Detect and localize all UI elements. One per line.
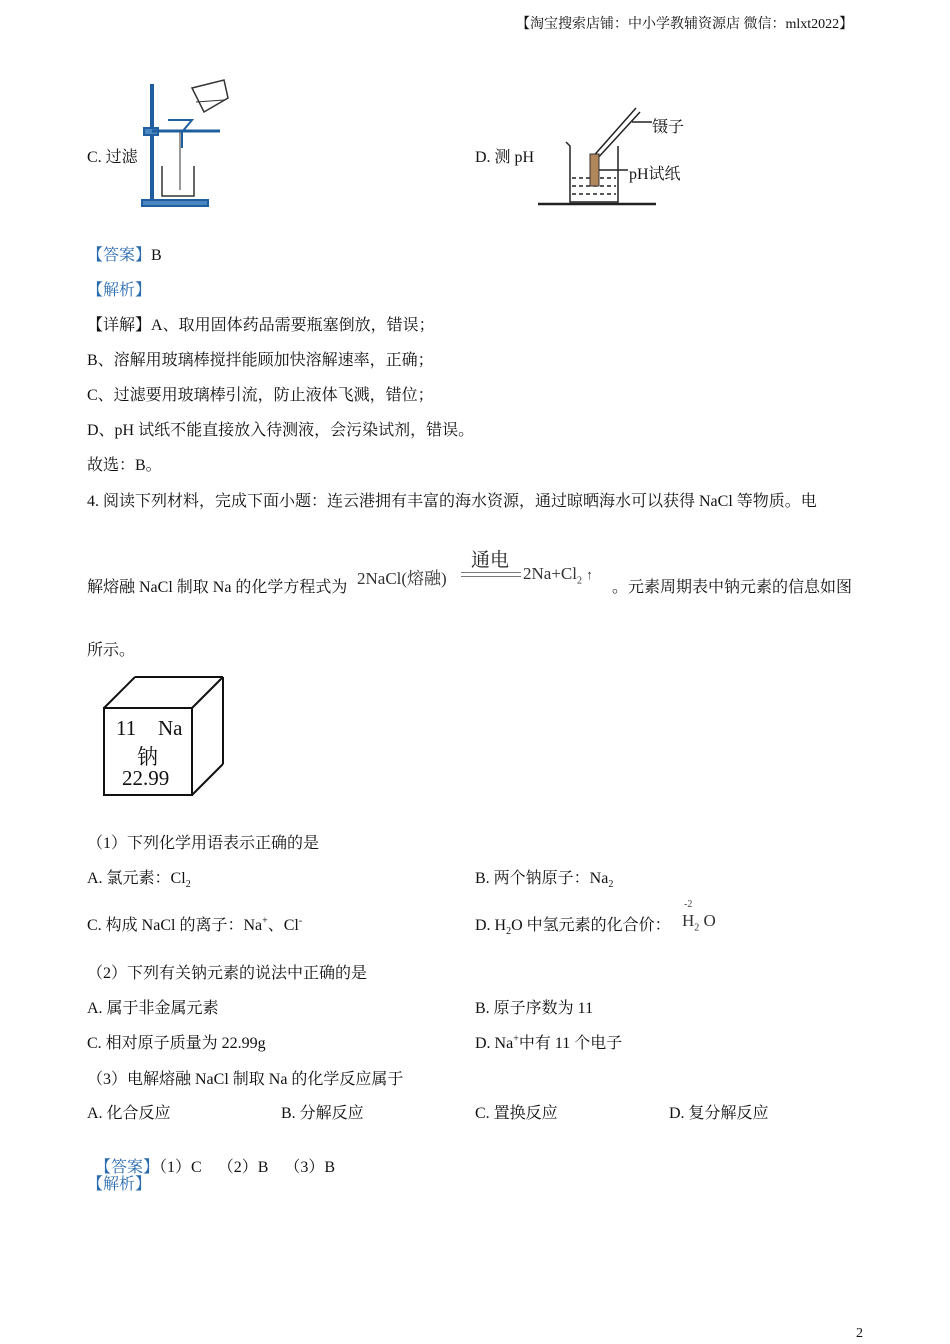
q4-sub1-question: （1）下列化学用语表示正确的是 bbox=[87, 835, 320, 852]
q4-analysis-tag: 【解析】 bbox=[87, 1176, 152, 1193]
q4-sub3-option-b: B. 分解反应 bbox=[281, 1105, 364, 1122]
q3-detail-b: B、溶解用玻璃棒搅拌能顾加快溶解速率，正确； bbox=[87, 352, 434, 369]
q3-answer: 【答案】B bbox=[87, 247, 162, 264]
equation-condition: 通电 bbox=[471, 549, 510, 571]
tweezers-label: 镊子 bbox=[652, 119, 685, 136]
q4-intro-line2-after: 。元素周期表中钠元素的信息如图 bbox=[612, 579, 853, 596]
q4-sub3-option-d: D. 复分解反应 bbox=[669, 1105, 769, 1122]
option-d-label: D. 测 pH bbox=[475, 149, 535, 166]
option-c-label: C. 过滤 bbox=[87, 149, 138, 166]
ph-test-apparatus-image bbox=[536, 102, 662, 208]
q4-sub2-option-a: A. 属于非金属元素 bbox=[87, 1000, 219, 1017]
valence-mark: -2 bbox=[684, 899, 693, 910]
q4-answer: 【答案】（1）C （2）B （3）B bbox=[95, 1159, 336, 1176]
filtration-apparatus-image bbox=[138, 78, 238, 210]
q4-sub1-option-c: C. 构成 NaCl 的离子：Na+、Cl- bbox=[87, 915, 303, 934]
ph-paper-label: pH试纸 bbox=[629, 166, 681, 183]
page-number: 2 bbox=[856, 1326, 863, 1341]
q4-sub3-option-c: C. 置换反应 bbox=[475, 1105, 558, 1122]
q4-sub1-option-d: D. $H_2O$ 中氢元素的化合价： bbox=[475, 917, 671, 938]
equation-product: $2Na+Cl_2$ ↑ bbox=[523, 564, 593, 587]
q4-sub1-option-a: A. 氯元素：$Cl_2$ bbox=[87, 870, 191, 891]
q4-intro-line3: 所示。 bbox=[87, 642, 136, 659]
equation-equals-sign bbox=[461, 572, 521, 577]
q3-conclusion: 故选：B。 bbox=[87, 457, 162, 474]
q4-sub3-question: （3）电解熔融 NaCl 制取 Na 的化学反应属于 bbox=[87, 1071, 404, 1088]
equation-reactant: 2NaCl(熔融) bbox=[357, 569, 447, 588]
element-symbol: Na bbox=[158, 716, 183, 740]
q4-sub2-option-c: C. 相对原子质量为 22.99g bbox=[87, 1035, 266, 1052]
q4-intro-line2-before: 解熔融 NaCl 制取 Na 的化学方程式为 bbox=[87, 579, 348, 596]
q4-sub2-option-d: D. Na+中有 11 个电子 bbox=[475, 1033, 623, 1052]
q3-analysis-tag: 【解析】 bbox=[87, 282, 152, 299]
q3-detail-d: D、pH 试纸不能直接放入待测液，会污染试剂，错误。 bbox=[87, 422, 475, 439]
page-header: 【淘宝搜索店铺：中小学教辅资源店 微信：mlxt2022】 bbox=[516, 17, 854, 32]
q4-sub2-question: （2）下列有关钠元素的说法中正确的是 bbox=[87, 965, 368, 982]
valence-formula: $H_2$ O bbox=[682, 911, 716, 934]
element-name: 钠 bbox=[137, 745, 158, 769]
q4-sub3-option-a: A. 化合反应 bbox=[87, 1105, 171, 1122]
element-number: 11 bbox=[116, 716, 137, 740]
q4-intro-line1: 4. 阅读下列材料，完成下面小题：连云港拥有丰富的海水资源，通过晾晒海水可以获得 NaCl 等物质。电 bbox=[87, 493, 817, 510]
q4-sub2-option-b: B. 原子序数为 11 bbox=[475, 1000, 594, 1017]
element-mass: 22.99 bbox=[122, 766, 170, 790]
q3-detail-a: 【详解】A、取用固体药品需要瓶塞倒放，错误； bbox=[87, 317, 435, 334]
q3-detail-c: C、过滤要用玻璃棒引流，防止液体飞溅，错位； bbox=[87, 387, 434, 404]
q4-sub1-option-b: B. 两个钠原子：$Na_2$ bbox=[475, 870, 614, 891]
